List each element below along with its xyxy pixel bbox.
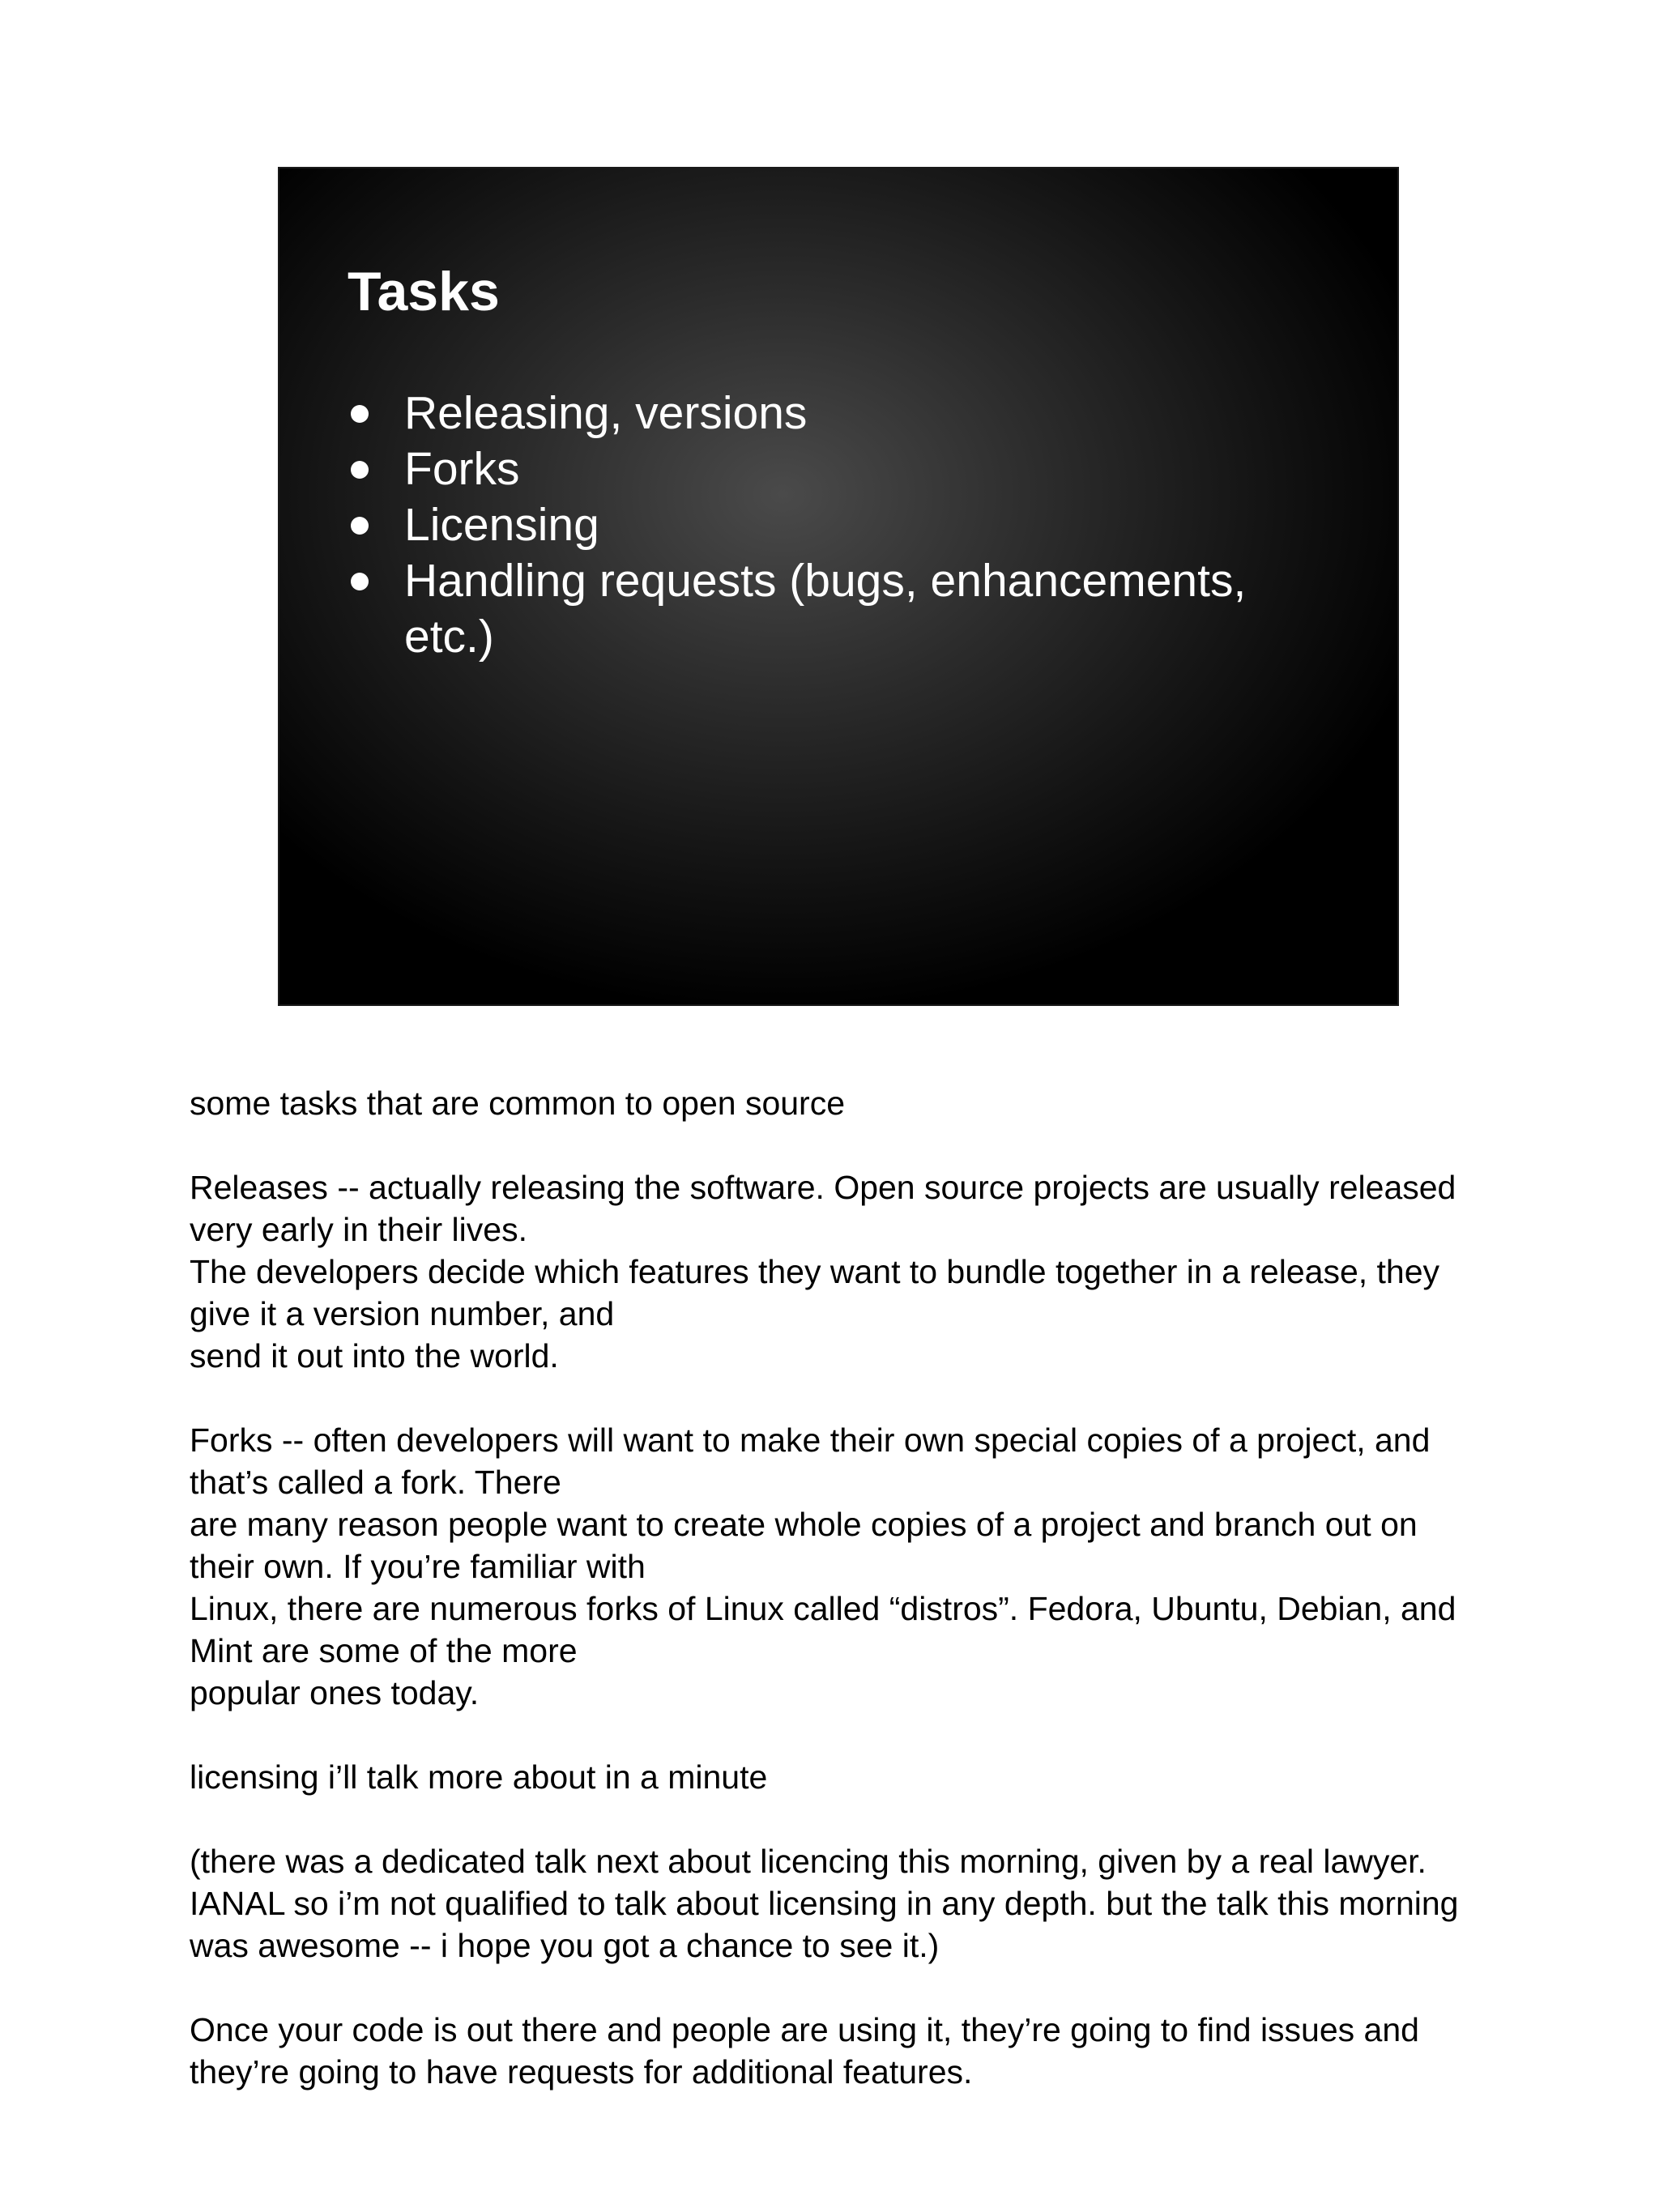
bullet-dot-icon: [351, 461, 369, 479]
notes-intro: some tasks that are common to open source: [190, 1085, 846, 1122]
notes-licensing: licensing i’ll talk more about in a minute: [190, 1758, 768, 1796]
notes-forks-line: Linux, there are numerous forks of Linux called “distros”. Fedora, Ubuntu, Debian, and Mint are some of the more: [190, 1590, 1456, 1669]
speaker-notes: [190, 1082, 1486, 2135]
bullet-dot-icon: [351, 517, 369, 535]
notes-forks: [190, 1419, 1486, 1714]
notes-releases-line: The developers decide which features they want to bundle together in a release, they give it a version number, and: [190, 1253, 1440, 1332]
slide-bullet-text: Releasing, versions: [404, 387, 808, 439]
bullet-dot-icon: [351, 573, 369, 590]
slide-bullet-item: [348, 386, 1303, 441]
notes-requests: Once your code is out there and people are using it, they’re going to find issues and they’re going to have requests for additional features.: [190, 2011, 1419, 2091]
slide-bullet-list: [348, 386, 1303, 665]
notes-releases-line: send it out into the world.: [190, 1337, 559, 1375]
slide-bullet-item: [348, 553, 1303, 665]
notes-forks-line: are many reason people want to create whole copies of a project and branch out on their own. If you’re familiar with: [190, 1506, 1418, 1585]
notes-releases: [190, 1166, 1486, 1377]
slide-bullet-item: [348, 497, 1303, 553]
notes-aside: (there was a dedicated talk next about licencing this morning, given by a real lawyer. IANAL so i’m not qualified to talk about licensing in any depth. but the talk this morning was awesome -- i hope you got a chance to see it.): [190, 1843, 1459, 1964]
notes-forks-line: Forks -- often developers will want to make their own special copies of a project, and that’s called a fork. There: [190, 1421, 1431, 1501]
slide-bullet-item: [348, 441, 1303, 497]
notes-releases-line: Releases -- actually releasing the software. Open source projects are usually released very early in their lives.: [190, 1169, 1456, 1248]
bullet-dot-icon: [351, 405, 369, 423]
slide-bullet-text: Licensing: [404, 499, 599, 551]
slide-image: [278, 167, 1399, 1006]
slide-bullet-text: Handling requests (bugs, enhancements, etc.): [404, 555, 1247, 663]
slide-bullet-text: Forks: [404, 443, 520, 495]
slide-title: Tasks: [348, 261, 500, 322]
notes-forks-line: popular ones today.: [190, 1674, 480, 1711]
